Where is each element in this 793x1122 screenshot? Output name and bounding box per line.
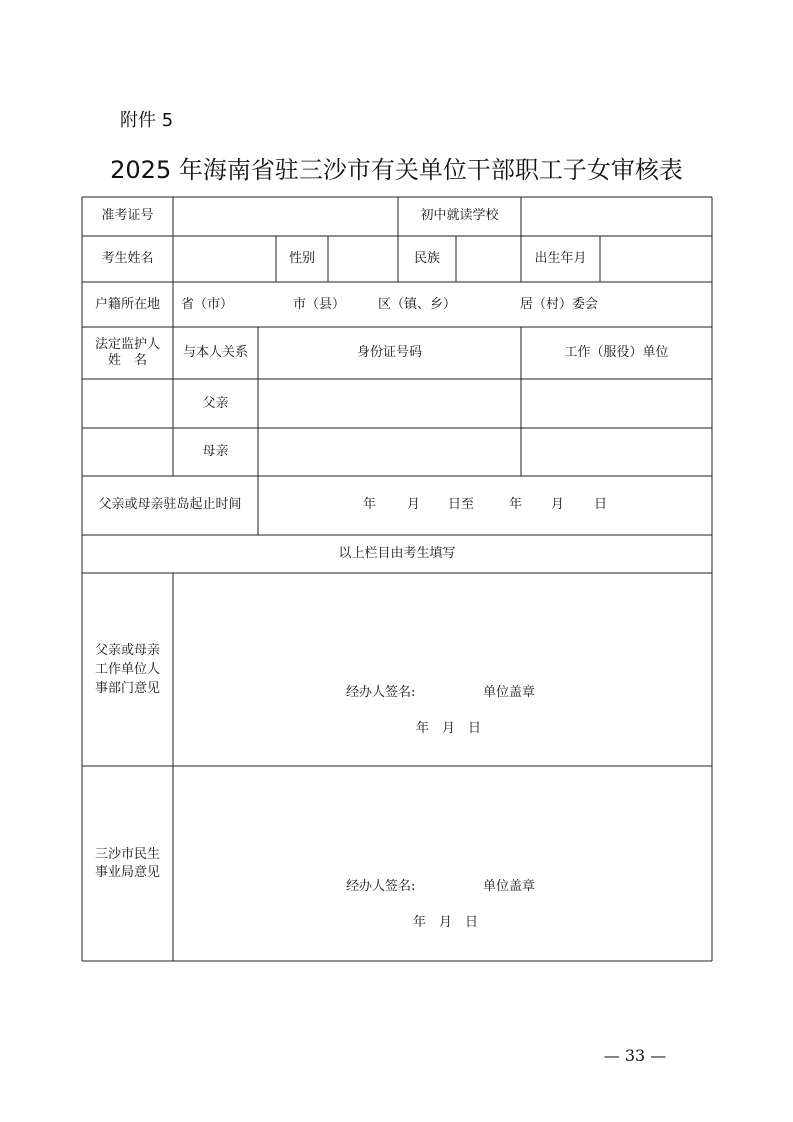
guardian-name-label-2: 姓 名: [107, 353, 147, 368]
id-number-label: 身份证号码: [356, 345, 422, 360]
review2-signer: 经办人签名:: [346, 879, 416, 894]
filled-by-note: 以上栏目由考生填写: [338, 546, 456, 561]
father-label: 父亲: [202, 396, 229, 411]
birth-label: 出生年月: [534, 251, 587, 266]
review2-seal: 单位盖章: [483, 879, 536, 894]
island-period-label: 父亲或母亲驻岛起止时间: [98, 497, 242, 512]
period-month-start: 月: [407, 497, 421, 512]
review1-label-line1: 父亲或母亲: [94, 643, 160, 658]
review1-date: 年 月 日: [416, 721, 482, 736]
review2-label-line1: 三沙市民生: [94, 847, 160, 862]
ethnicity-label: 民族: [413, 251, 440, 266]
exam-no-label: 准考证号: [101, 208, 154, 223]
residence-province: 省（市）: [181, 297, 234, 312]
form-title: 2025 年海南省驻三沙市有关单位干部职工子女审核表: [110, 156, 683, 184]
relation-label: 与本人关系: [182, 345, 248, 360]
guardian-name-label: 法定监护人: [94, 337, 160, 352]
gender-label: 性别: [288, 251, 315, 266]
review1-label-line2: 工作单位人: [94, 662, 160, 677]
review2-date: 年 月 日: [413, 915, 479, 930]
middle-school-label: 初中就读学校: [420, 208, 499, 223]
review1-signer: 经办人签名:: [346, 685, 416, 700]
residence-committee: 居（村）委会: [520, 297, 599, 312]
name-label: 考生姓名: [101, 251, 154, 266]
residence-city: 市（县）: [293, 297, 346, 312]
review1-seal: 单位盖章: [483, 685, 536, 700]
residence-label: 户籍所在地: [94, 297, 160, 312]
period-day-end: 日: [594, 497, 608, 512]
review1-label-line3: 事部门意见: [94, 681, 160, 696]
review2-label-line2: 事业局意见: [94, 865, 160, 880]
period-year-start: 年: [363, 497, 377, 512]
period-year-end: 年: [509, 497, 523, 512]
mother-label: 母亲: [202, 444, 229, 459]
period-month-end: 月: [551, 497, 565, 512]
work-unit-label: 工作（服役）单位: [564, 345, 669, 360]
period-day-to: 日至: [448, 497, 475, 512]
residence-district: 区（镇、乡）: [378, 297, 457, 312]
page-number: — 33 —: [603, 1046, 667, 1065]
attachment-label: 附件 5: [120, 110, 174, 131]
